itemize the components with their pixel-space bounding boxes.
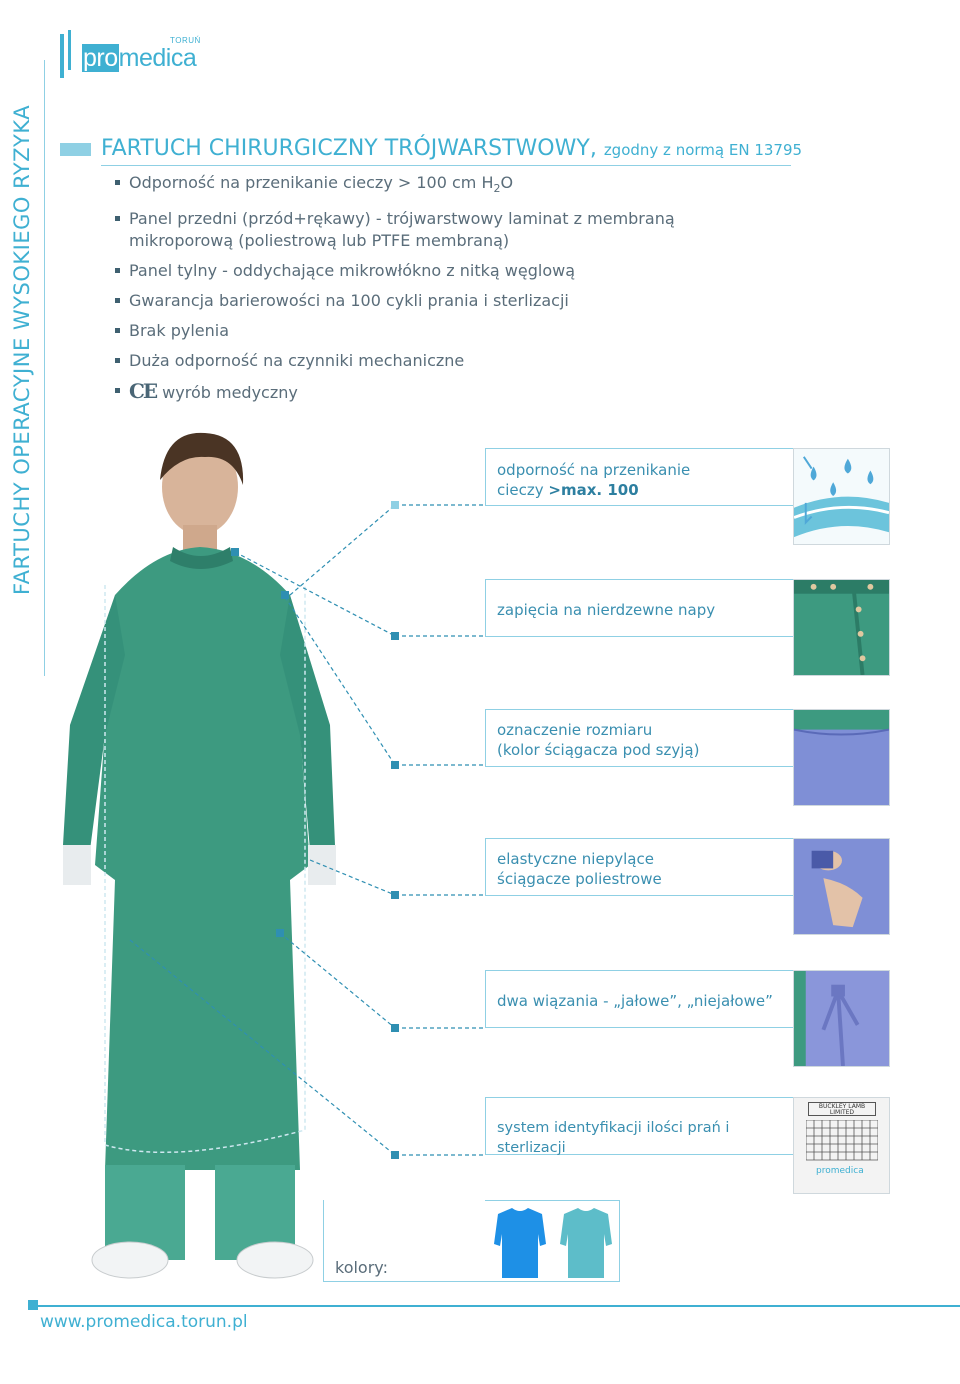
swatch-blue — [494, 1208, 546, 1278]
feature-item: Panel przedni (przód+rękawy) - trójwarstwowy laminat z membraną mikroporową (poliestrową lub PTFE membraną) — [113, 208, 773, 252]
callout-size-marking: oznaczenie rozmiaru (kolor ściągacza pod szyją) — [485, 709, 795, 767]
wash-label-photo — [793, 1097, 890, 1194]
liquid-droplets-membrane-icon — [793, 448, 890, 545]
feature-item: Odporność na przenikanie cieczy > 100 cm $H_2O$ — [113, 172, 813, 200]
callout-liquid-resistance: odporność na przenikanie cieczy >max. 100 — [485, 448, 795, 506]
ties-photo — [793, 970, 890, 1067]
wash-count-grid — [806, 1120, 878, 1164]
side-category-title: FARTUCHY OPERACYJNE WYSOKIEGO RYZYKA — [10, 104, 34, 595]
callout-ties: dwa wiązania - „jałowe”, „niejałowe” — [485, 970, 795, 1028]
logo-medica: medica — [118, 44, 197, 72]
logo-town: TORUŃ — [170, 36, 201, 45]
feature-item: Duża odporność na czynniki mechaniczne — [113, 350, 813, 372]
feature-item: Brak pylenia — [113, 320, 813, 342]
footer-divider — [34, 1305, 960, 1307]
collar-size-photo — [793, 709, 890, 806]
label-logo: promedica — [816, 1166, 864, 1176]
label-brand: BUCKLEY LAMB LIMITED — [808, 1102, 876, 1116]
color-swatches — [494, 1204, 614, 1280]
product-title-text: FARTUCH CHIRURGICZNY TRÓJWARSTWOWY, — [101, 136, 597, 161]
callout-snap-fasteners: zapięcia na nierdzewne napy — [485, 579, 795, 637]
feature-item: CE wyrób medyczny — [113, 380, 813, 404]
swatch-turquoise — [560, 1208, 612, 1278]
logo-pro: pro — [83, 44, 118, 72]
elastic-cuffs-photo — [793, 838, 890, 935]
product-standard: zgodny z normą EN 13795 — [603, 141, 803, 159]
ce-mark-icon: CE — [129, 379, 157, 404]
feature-item: Gwarancja barierowości na 100 cykli prania i sterlizacji — [113, 290, 813, 312]
colors-label: kolory: — [335, 1258, 388, 1277]
callout-wash-tracking: system identyfikacji ilości prań i sterlizacji — [485, 1097, 795, 1155]
snap-fasteners-photo — [793, 579, 890, 676]
website-link[interactable]: www.promedica.torun.pl — [40, 1312, 248, 1332]
feature-item: Panel tylny - oddychające mikrowłókno z nitką węglową — [113, 260, 813, 282]
callout-elastic-cuffs: elastyczne niepylące ściągacze poliestrowe — [485, 838, 795, 896]
